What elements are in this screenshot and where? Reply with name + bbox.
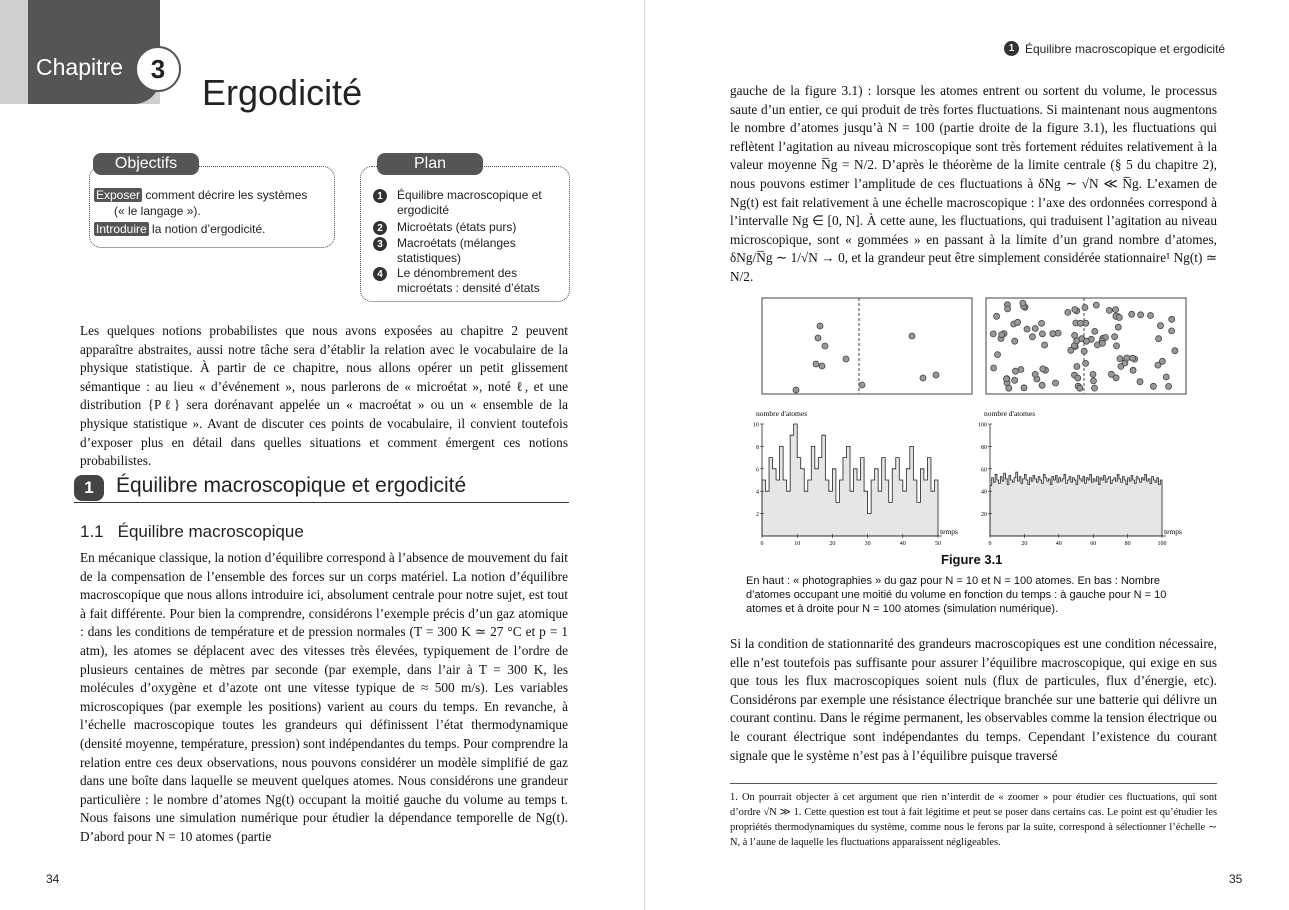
- atom-dot: [1114, 343, 1120, 349]
- objectives-box: [89, 166, 335, 248]
- objective-tag: Introduire: [96, 222, 147, 236]
- atom-dot: [1039, 382, 1045, 388]
- atom-dot: [1042, 342, 1048, 348]
- figure-title: Figure 3.1: [941, 552, 1003, 567]
- figure-3-1: [740, 296, 1200, 546]
- atom-dot: [1020, 300, 1026, 306]
- atom-dot: [1113, 307, 1119, 313]
- atom-dot: [815, 335, 821, 341]
- histogram-n10: [753, 409, 958, 546]
- x-tick-label: 80: [1124, 541, 1131, 546]
- figure-caption: En haut : « photographies » du gaz pour N = 10 et N = 100 atomes. En bas : Nombre d’atomes occupant une moitié du volume en fonction du temps : à gauche pour N = 10 atomes et à droite pour N = 100 atomes (simulation numérique).: [746, 575, 1167, 615]
- atom-dot: [994, 313, 1000, 319]
- footnote: 1. On pourrait objecter à cet argument que rien n’interdit de « zoomer » pour étudier ces fluctuations, qui sont d’ordre √N ≫ 1. Cette question est tout à fait légitime et peut se poser dans certains cas. Le point est qu’étudier les propriétés thermodynamiques du système, comme nous le ferons par la suite, correspond à sélectionner l’échelle ∼ N, à l’aune de laquelle les fluctuations apparaissent négligeables.: [730, 792, 1217, 848]
- chapter-number: 3: [135, 46, 181, 92]
- atom-dot: [1169, 328, 1175, 334]
- atom-dot: [1169, 316, 1175, 322]
- atom-dot: [1040, 366, 1046, 372]
- subsection-heading: [80, 522, 304, 542]
- y-tick-label: 100: [978, 422, 987, 429]
- atom-dot: [1006, 385, 1012, 391]
- atom-dot: [1091, 378, 1097, 384]
- atom-dot: [909, 333, 915, 339]
- y-tick-label: 60: [981, 467, 987, 474]
- atom-dot: [1172, 348, 1178, 354]
- atom-dot: [1112, 334, 1118, 340]
- atom-dot: [1092, 385, 1098, 391]
- chapter-label: Chapitre: [36, 54, 123, 80]
- objective-text: la notion d’ergodicité.: [152, 222, 266, 236]
- atom-dot: [822, 343, 828, 349]
- section-number: 1: [74, 475, 104, 501]
- atom-dot: [843, 356, 849, 362]
- plan-item-label: Équilibre macroscopique et ergodicité: [397, 188, 542, 217]
- atom-dot: [813, 361, 819, 367]
- atom-dot: [1108, 371, 1114, 377]
- series-step-line: [990, 472, 1162, 536]
- x-tick-label: 40: [1055, 541, 1062, 546]
- y-tick-label: 40: [981, 489, 987, 496]
- page-number-left: 34: [46, 872, 60, 886]
- atom-dot: [990, 331, 996, 337]
- atom-dot: [1090, 371, 1096, 377]
- running-head-number: 1: [1004, 41, 1019, 56]
- atom-dot: [991, 365, 997, 371]
- atom-dot: [793, 387, 799, 393]
- y-tick-label: 4: [756, 489, 759, 496]
- subsection-title: Équilibre macroscopique: [117, 522, 304, 541]
- page-gutter: [644, 0, 645, 910]
- atom-dot: [1082, 305, 1088, 311]
- running-head: [1004, 41, 1225, 56]
- atom-dot: [1032, 371, 1038, 377]
- objective-text-continued: (« le langage »).: [114, 204, 201, 218]
- atom-dot: [1083, 338, 1089, 344]
- atom-dot: [1004, 376, 1010, 382]
- x-tick-label: 20: [1021, 541, 1028, 546]
- atom-dot: [1050, 331, 1056, 337]
- y-tick-label: 2: [756, 512, 759, 519]
- atom-dot: [1166, 383, 1172, 389]
- y-axis-label: nombre d'atomes: [756, 409, 808, 418]
- atom-dot: [1130, 367, 1136, 373]
- atom-dot: [859, 382, 865, 388]
- atom-dot: [1093, 302, 1099, 308]
- atom-dot: [1072, 307, 1078, 313]
- x-tick-label: 40: [899, 541, 906, 546]
- plan-number-badge: 4: [373, 267, 387, 281]
- atom-dot: [1077, 385, 1083, 391]
- atom-dot: [1075, 375, 1081, 381]
- atom-dot: [1024, 326, 1030, 332]
- atom-dot: [1092, 328, 1098, 334]
- y-tick-label: 8: [756, 444, 759, 451]
- plan-box: [360, 166, 570, 302]
- atom-dot: [1099, 340, 1105, 346]
- atom-dot: [1156, 336, 1162, 342]
- intro-paragraph: Les quelques notions probabilistes que nous avons exposées au chapitre 2 peuvent apparaître abstraites, aussi notre tâche sera d’établir la relation avec le vocabulaire de la physique statistique. À partir de ce chapitre, nous allons opérer un petit glissement sémantique : au lieu « d’événement », nous parlerons de « microétat », noté ℓ, et une distribution {Pℓ} sera dorénavant appelée un « macroétat » ou un « ensemble de la physique statistique ». Avant de discuter ces points de vocabulaire, il convient toutefois d’exposer plus en détail dans quelles situations et comment émergent ces notions probabilistes.: [80, 323, 568, 469]
- atom-dot: [1078, 320, 1084, 326]
- atom-dot: [933, 372, 939, 378]
- atom-dot: [1158, 323, 1164, 329]
- atom-dot: [1130, 355, 1136, 361]
- atom-dot: [1032, 326, 1038, 332]
- atom-dot: [1116, 315, 1122, 321]
- atom-dot: [1138, 312, 1144, 318]
- y-tick-label: 20: [981, 512, 987, 519]
- objective-text: comment décrire les systèmes: [145, 188, 308, 202]
- atom-dot: [1117, 356, 1123, 362]
- subsection-number: 1.1: [80, 522, 104, 541]
- left-page: [0, 0, 644, 910]
- atom-dot: [1124, 355, 1130, 361]
- atom-dot: [1129, 311, 1135, 317]
- objectives-label: Objectifs: [93, 153, 199, 175]
- section-heading: [74, 473, 569, 503]
- x-tick-label: 0: [760, 541, 764, 546]
- atom-dot: [1083, 360, 1089, 366]
- atom-dot: [819, 363, 825, 369]
- series-step-line: [762, 424, 938, 536]
- x-tick-label: 60: [1090, 541, 1097, 546]
- atom-dot: [1106, 307, 1112, 313]
- atom-dot: [1005, 306, 1011, 312]
- atom-dot: [1072, 332, 1078, 338]
- plan-number-badge: 2: [373, 221, 387, 235]
- y-axis-label: nombre d'atomes: [984, 409, 1036, 418]
- atom-dot: [1039, 320, 1045, 326]
- x-tick-label: 50: [935, 541, 941, 546]
- atom-dot: [1137, 379, 1143, 385]
- y-tick-label: 10: [753, 422, 759, 429]
- atom-dot: [1053, 380, 1059, 386]
- plan-label: Plan: [377, 153, 483, 175]
- plan-item-label: Macroétats (mélanges statistiques): [397, 236, 516, 265]
- atom-dot: [1012, 338, 1018, 344]
- x-tick-label: 20: [829, 541, 836, 546]
- atom-dot: [1039, 331, 1045, 337]
- atom-dot: [1015, 319, 1021, 325]
- objective-item: [94, 221, 265, 237]
- y-tick-label: 6: [756, 467, 759, 474]
- objective-item: [94, 187, 307, 203]
- atom-dot: [1021, 385, 1027, 391]
- atom-dot: [1115, 324, 1121, 330]
- atom-dot: [920, 375, 926, 381]
- page-number-right: 35: [1229, 872, 1243, 886]
- x-axis-label: temps: [940, 527, 958, 536]
- atom-dot: [1012, 377, 1018, 383]
- atom-dot: [1074, 364, 1080, 370]
- body-paragraph: Si la condition de stationnarité des grandeurs macroscopiques est une condition nécessaire, elle n’est toutefois pas suffisante pour assurer l’équilibre macroscopique, qui exige en sus que tous les flux macroscopiques soient nuls (flux de particules, flux d’énergie, etc). Considérons par exemple une résistance électrique branchée sur une batterie qui délivre un courant continu. Dans le régime permanent, les observables comme la tension électrique ou le courant électrique sont indépendantes du temps. Cependant l’existence du courant signale que le système n’est pas à l’équilibre puisque traversé: [730, 636, 1217, 763]
- objective-tag: Exposer: [96, 188, 141, 202]
- atom-dot: [1029, 334, 1035, 340]
- plan-number-badge: 1: [373, 189, 387, 203]
- plan-item-label: Le dénombrement des microétats : densité d’états: [397, 266, 540, 295]
- footnote-rule: [730, 783, 1217, 784]
- atom-dot: [1081, 348, 1087, 354]
- atom-dot: [1148, 313, 1154, 319]
- atom-dot: [995, 352, 1001, 358]
- body-paragraph: En mécanique classique, la notion d’équilibre correspond à l’absence de mouvement du fait de la compensation de l’ensemble des forces sur un corps matériel. La notion d’équilibre macroscopique que nous allons introduire ici, absolument centrale pour notre sujet, est tout à fait différente. Pour bien la comprendre, considérons l’exemple précis d’un gaz atomique : dans les conditions de température et de pression normales (T = 300 K ≃ 27 °C et p = 1 atm), les atomes se déplacent avec des vitesses très élevées, typiquement de l’ordre de plusieurs centaines de mètres par seconde (par exemple, dans l’air à T = 300 K, les molécules d’oxygène et d’azote ont une vitesse typique de ≈ 500 m/s). Les variables microscopiques (par exemple les positions) varient au cours du temps. En revanche, à l’échelle macroscopique toutes les grandeurs qui définissent l’état thermodynamique (densité moyenne, température, pression) sont indépendantes du temps. Pour comprendre la relation entre ces deux observations, nous pouvons considérer un modèle simplifié de gaz dans une boîte dans laquelle se meuvent quelques atomes. Nous considérons une grandeur particulière : le nombre d’atomes Ng(t) occupant la moitié gauche du volume au temps t. Nous faisons une simulation numérique pour étudier la dépendance temporelle de Ng(t). D’abord pour N = 10 atomes (partie: [80, 550, 568, 844]
- atom-dot: [999, 332, 1005, 338]
- atom-dot: [1155, 362, 1161, 368]
- atom-dot: [1065, 309, 1071, 315]
- chapter-title: Ergodicité: [202, 72, 363, 113]
- x-tick-label: 10: [794, 541, 801, 546]
- atom-dot: [1163, 374, 1169, 380]
- plan-number-badge: 3: [373, 237, 387, 251]
- atom-dot: [817, 323, 823, 329]
- running-head-title: Équilibre macroscopique et ergodicité: [1025, 41, 1226, 56]
- x-axis-label: temps: [1164, 527, 1182, 536]
- plan-item-label: Microétats (états purs): [397, 220, 517, 234]
- x-tick-label: 0: [988, 541, 992, 546]
- x-tick-label: 30: [864, 541, 871, 546]
- chapter-box: [28, 0, 160, 104]
- x-tick-label: 100: [1157, 541, 1167, 546]
- gas-box-n10: [762, 298, 972, 394]
- atom-dot: [1013, 368, 1019, 374]
- histogram-n100: [978, 409, 1182, 546]
- section-title: Équilibre macroscopique et ergodicité: [116, 474, 467, 497]
- y-tick-label: 80: [981, 444, 987, 451]
- body-paragraph: gauche de la figure 3.1) : lorsque les atomes entrent ou sortent du volume, le processus saute d’un entier, ce qui produit de très fortes fluctuations. Si maintenant nous augmentons le nombre d’atomes jusqu’à N = 100 (partie droite de la figure 3.1), les fluctuations qui reflètent l’agitation au niveau microscopique sont très fortement réduites relativement à la valeur moyenne N̅g = N/2. D’après le théorème de la limite centrale (§ 5 du chapitre 2), nous pouvons estimer l’amplitude de ces fluctuations à δNg ∼ √N ≪ N̅g. L’examen de Ng(t) est fait relativement à une échelle macroscopique : l’axe des ordonnées correspond à l’intervalle Ng ∈ [0, N]. À cette aune, les fluctuations, qui traduisent l’agitation au niveau microscopique, sont « gommées » en passant à la limite d’un grand nombre d’atomes, δNg/N̅g ∼ 1/√N → 0, et la grandeur peut être simplement considérée stationnaire¹ Ng(t) ≃ N/2.: [730, 83, 1217, 284]
- atom-dot: [1150, 383, 1156, 389]
